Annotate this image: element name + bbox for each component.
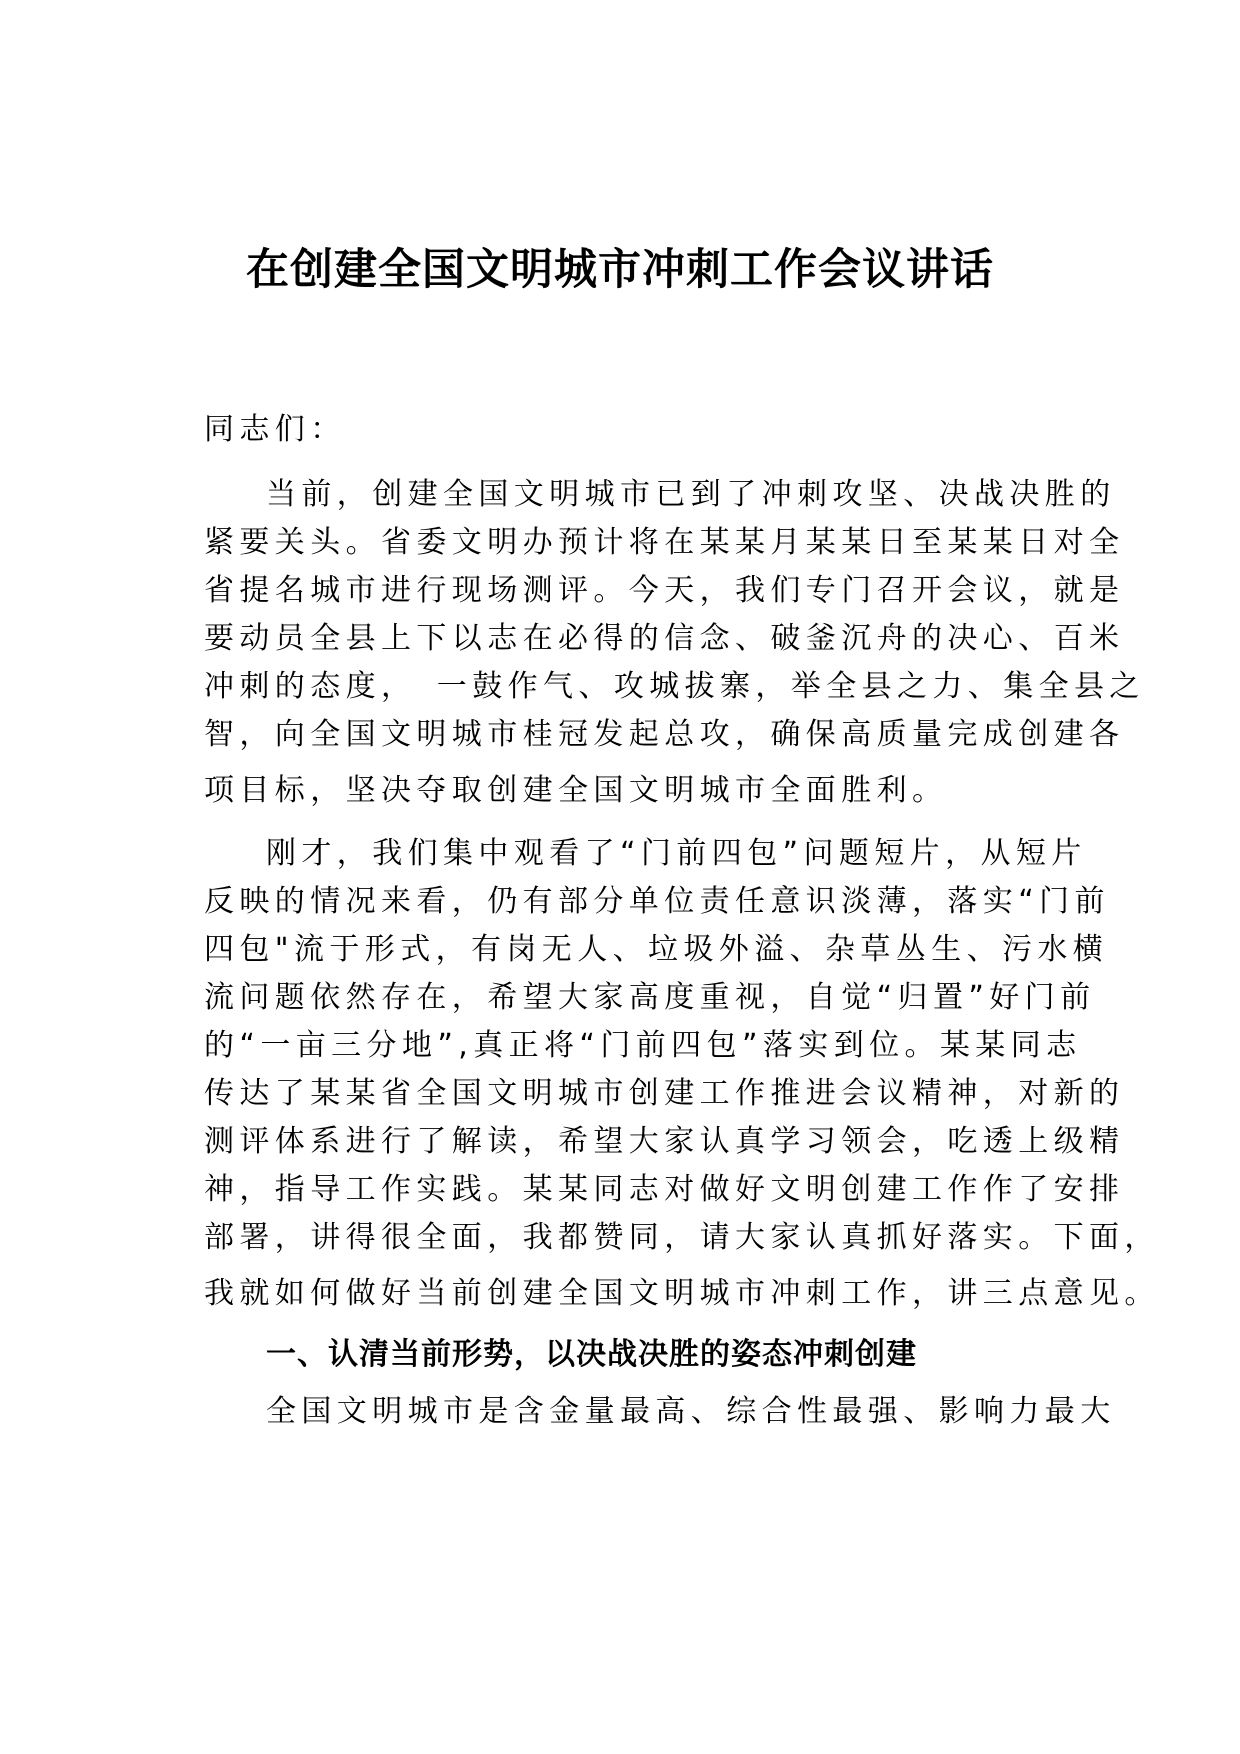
paragraph-2-line: 四包"流于形式，有岗无人、垃圾外溢、杂草丛生、污水横 xyxy=(204,932,1109,967)
paragraph-3-line: 全国文明城市是含金量最高、综合性最强、影响力最大 xyxy=(266,1394,1116,1429)
paragraph-2-line: 传达了某某省全国文明城市创建工作推进会议精神，对新的 xyxy=(204,1076,1125,1111)
paragraph-1-line: 冲刺的态度， 一鼓作气、攻城拔寨，举全县之力、集全县之 xyxy=(204,669,1145,704)
paragraph-2-line: 神，指导工作实践。某某同志对做好文明创建工作作了安排 xyxy=(204,1172,1125,1207)
paragraph-1-line: 紧要关头。省委文明办预计将在某某月某某日至某某日对全 xyxy=(204,525,1125,560)
paragraph-1-line: 当前，创建全国文明城市已到了冲刺攻坚、决战决胜的 xyxy=(266,477,1116,512)
paragraph-1-line: 省提名城市进行现场测评。今天，我们专门召开会议，就是 xyxy=(204,573,1125,608)
paragraph-2-line: 反映的情况来看，仍有部分单位责任意识淡薄，落实“门前 xyxy=(204,884,1110,919)
paragraph-1-line: 要动员全县上下以志在必得的信念、破釜沉舟的决心、百米 xyxy=(204,621,1125,656)
paragraph-2-line: 部署，讲得很全面，我都赞同，请大家认真抓好落实。下面， xyxy=(204,1220,1160,1255)
salutation: 同志们： xyxy=(204,412,346,447)
paragraph-2-line: 我就如何做好当前创建全国文明城市冲刺工作，讲三点意见。 xyxy=(204,1276,1160,1311)
section-heading: 一、认清当前形势，以决战决胜的姿态冲刺创建 xyxy=(266,1337,917,1372)
paragraph-1-line: 项目标，坚决夺取创建全国文明城市全面胜利。 xyxy=(204,773,948,808)
paragraph-2-line: 测评体系进行了解读，希望大家认真学习领会，吃透上级精 xyxy=(204,1124,1125,1159)
paragraph-1-line: 智，向全国文明城市桂冠发起总攻，确保高质量完成创建各 xyxy=(204,717,1125,752)
paragraph-2-line: 刚才，我们集中观看了“门前四包”问题短片，从短片 xyxy=(266,836,1087,871)
paragraph-2-line: 流问题依然存在，希望大家高度重视，自觉“归置”好门前 xyxy=(204,980,1096,1015)
document-title: 在创建全国文明城市冲刺工作会议讲话 xyxy=(246,245,994,295)
paragraph-2-line: 的“一亩三分地”,真正将“门前四包”落实到位。某某同志 xyxy=(204,1028,1082,1063)
